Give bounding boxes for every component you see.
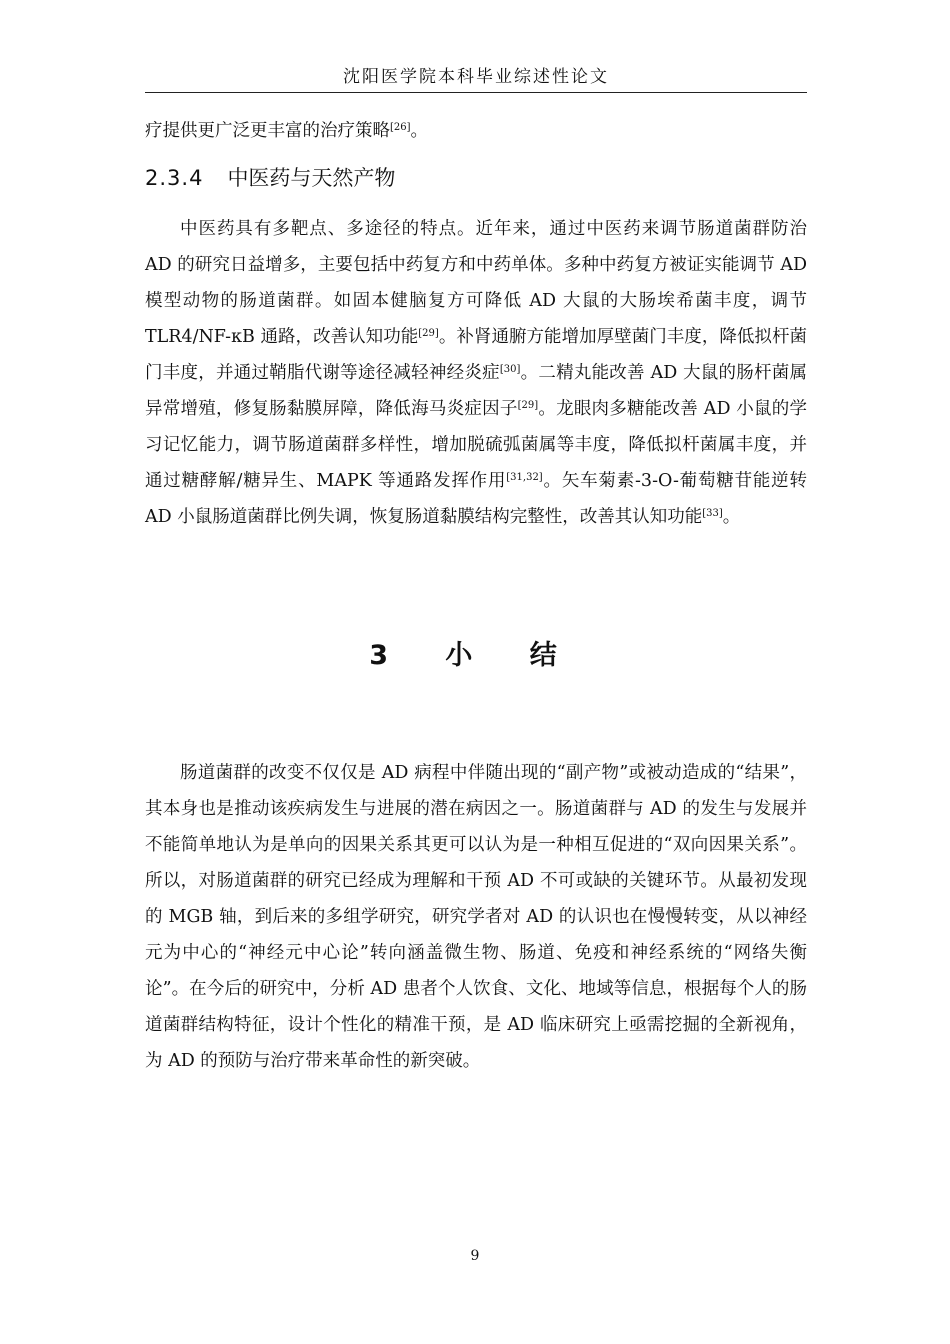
citation: [31,32]	[506, 472, 543, 483]
page-number: 9	[470, 1248, 480, 1264]
tcm-paragraph: 中医药具有多靶点、多途径的特点。近年来，通过中医药来调节肠道菌群防治 AD 的研究日益增多，主要包括中药复方和中药单体。多种中药复方被证实能调节 AD 模型动物的肠道菌群。如固本健脑复方可降低 AD 大鼠的大肠埃希菌丰度，调节 TLR4/NF-κB 通路，改善认知功能[29]。补肾通腑方能增加厚壁菌门丰度，降低拟杆菌门丰度，并通过鞘脂代谢等途径减轻神经炎症[30]。二精丸能改善 AD 大鼠的肠杆菌属异常增殖，修复肠黏膜屏障，降低海马炎症因子[29]。龙眼肉多糖能改善 AD 小鼠的学习记忆能力，调节肠道菌群多样性，增加脱硫弧菌属等丰度，降低拟杆菌属丰度，并通过糖酵解/糖异生、MAPK 等通路发挥作用[31,32]。矢车菊素-3-O-葡萄糖苷能逆转 AD 小鼠肠道菌群比例失调，恢复肠道黏膜结构完整性，改善其认知功能[33]。	[145, 219, 808, 527]
citation: [26]	[390, 122, 411, 133]
citation: [29]	[418, 328, 439, 339]
citation: [30]	[499, 364, 521, 375]
section-number: 2.3.4	[145, 166, 204, 190]
running-header	[145, 66, 807, 93]
summary-paragraph: 肠道菌群的改变不仅仅是 AD 病程中伴随出现的“副产物”或被动造成的“结果”，其本身也是推动该疾病发生与进展的潜在病因之一。肠道菌群与 AD 的发生与发展并不能简单地认为是单向的因果关系其更可以认为是一种相互促进的“双向因果关系”。所以，对肠道菌群的研究已经成为理解和干预 AD 不可或缺的关键环节。从最初发现的 MGB 轴，到后来的多组学研究，研究学者对 AD 的认识也在慢慢转变，从以神经元为中心的“神经元中心论”转向涵盖微生物、肠道、免疫和神经系统的“网络失衡论”。在今后的研究中，分析 AD 患者个人饮食、文化、地域等信息，根据每个人的肠道菌群结构特征，设计个性化的精准干预，是 AD 临床研究上亟需挖掘的全新视角，为 AD 的预防与治疗带来革命性的新突破。	[145, 763, 807, 1071]
continuation-line: 疗提供更广泛更丰富的治疗策略[26]。	[145, 121, 429, 141]
section-title: 中医药与天然产物	[227, 166, 396, 190]
header-title: 沈阳医学院本科毕业综述性论文	[343, 67, 609, 87]
chapter-heading-summary: 3 小 结	[369, 640, 581, 671]
citation: [29]	[517, 400, 539, 411]
section-heading-2-3-4	[145, 160, 395, 196]
citation: [33]	[702, 508, 723, 519]
continuation-text: 疗提供更广泛更丰富的治疗策略	[145, 121, 390, 141]
